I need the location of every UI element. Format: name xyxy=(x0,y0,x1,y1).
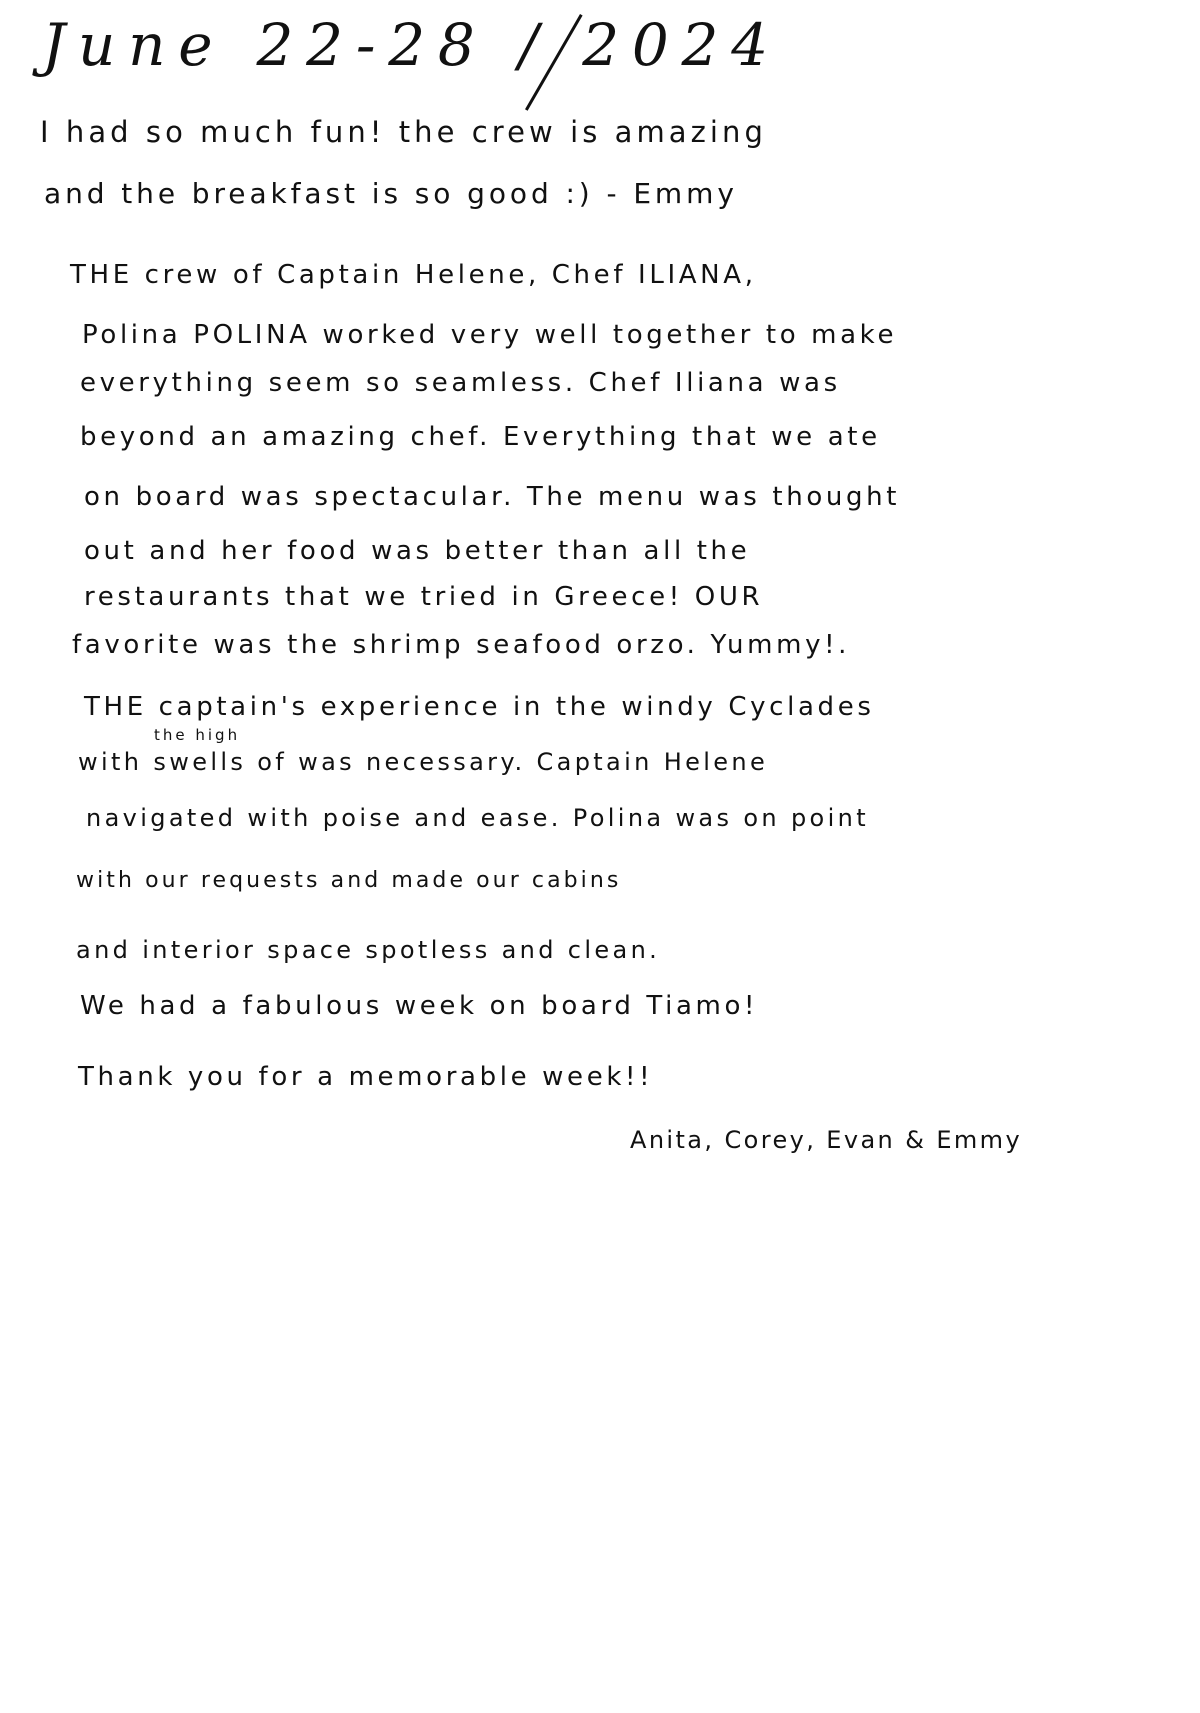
note-line-5: everything seem so seamless. Chef Iliana was xyxy=(80,368,841,398)
note-line-8: out and her food was better than all the xyxy=(84,536,751,566)
note-line-13: navigated with poise and ease. Polina was on point xyxy=(86,804,869,832)
note-line-16: We had a fabulous week on board Tiamo! xyxy=(80,991,759,1021)
note-line-6: beyond an amazing chef. Everything that we ate xyxy=(80,422,881,452)
note-line-15: and interior space spotless and clean. xyxy=(76,936,661,964)
note-line-3: THE crew of Captain Helene, Chef ILIANA, xyxy=(70,260,757,290)
note-line-2: and the breakfast is so good :) - Emmy xyxy=(44,177,738,210)
note-insertion: the high xyxy=(154,726,241,744)
note-line-17: Thank you for a memorable week!! xyxy=(78,1062,654,1092)
note-line-1: I had so much fun! the crew is amazing xyxy=(40,115,767,149)
note-line-14: with our requests and made our cabins xyxy=(76,868,622,893)
note-line-9: restaurants that we tried in Greece! OUR xyxy=(84,582,764,612)
note-line-4: Polina POLINA worked very well together to make xyxy=(82,320,898,350)
note-line-11: THE captain's experience in the windy Cyclades xyxy=(84,692,875,722)
note-signature: Anita, Corey, Evan & Emmy xyxy=(630,1126,1023,1154)
note-date: June 22-28 / 2024 xyxy=(42,11,781,79)
note-line-7: on board was spectacular. The menu was thought xyxy=(84,482,901,512)
note-line-12: with swells of was necessary. Captain Helene xyxy=(78,748,769,776)
note-line-10: favorite was the shrimp seafood orzo. Yummy!. xyxy=(72,630,851,660)
